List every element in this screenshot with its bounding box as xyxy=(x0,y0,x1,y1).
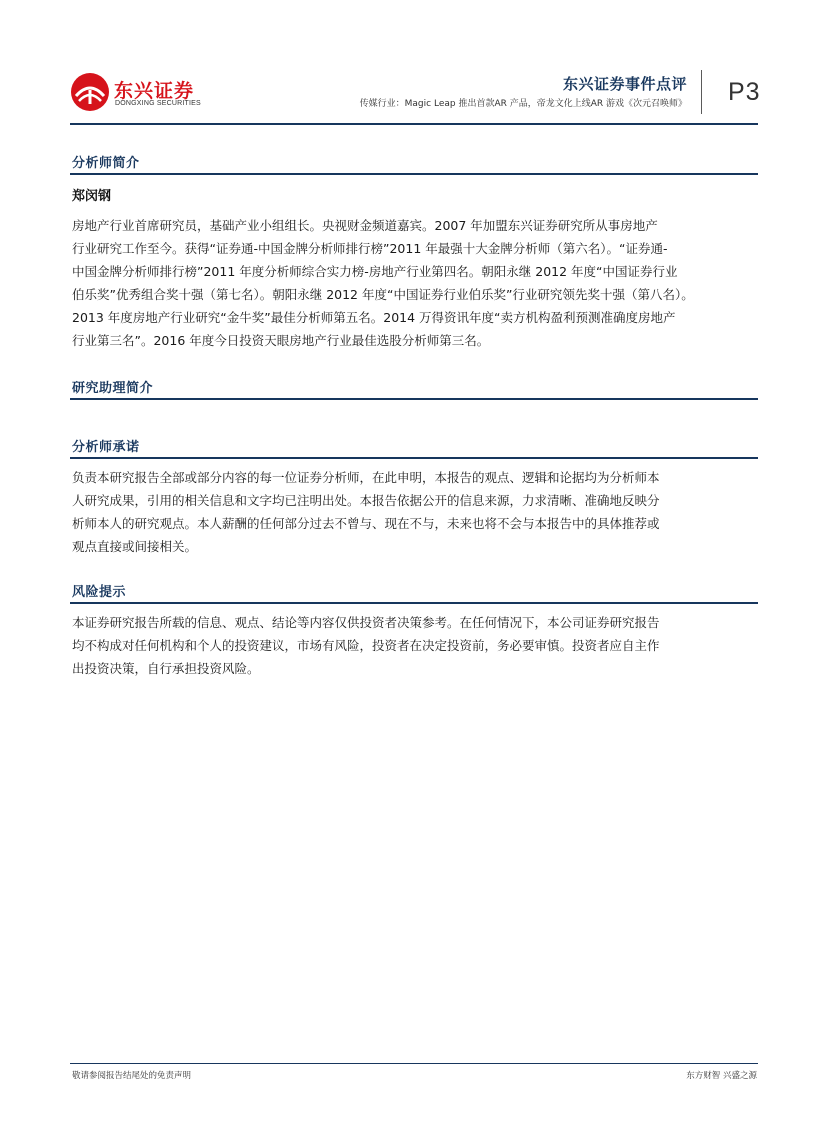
header-rule xyxy=(70,123,758,125)
bio-line: 行业第三名”。2016 年度今日投资天眼房地产行业最佳选股分析师第三名。 xyxy=(72,333,490,348)
commitment-section-title: 分析师承诺 xyxy=(72,440,140,455)
commitment-line: 析师本人的研究观点。本人薪酬的任何部分过去不曾与、现在不与，未来也将不会与本报告中的具体推荐或 xyxy=(72,516,660,531)
header-divider xyxy=(701,70,702,114)
footer-disclaimer-note: 敬请参阅报告结尾处的免责声明 xyxy=(72,1071,192,1081)
logo-chinese-name: 东兴证券 xyxy=(114,80,195,102)
analyst-bio xyxy=(72,214,758,352)
commitment-text xyxy=(72,466,758,558)
commitment-line: 人研究成果，引用的相关信息和文字均已注明出处。本报告依据公开的信息来源，力求清晰、准确地反映分 xyxy=(72,493,660,508)
risk-text xyxy=(72,611,758,680)
assistant-section-rule xyxy=(70,398,758,400)
commitment-line: 观点直接或间接相关。 xyxy=(72,539,198,554)
assistant-section-title: 研究助理简介 xyxy=(72,381,154,396)
risk-line: 均不构成对任何机构和个人的投资建议，市场有风险，投资者在决定投资前，务必要审慎。投资者应自主作 xyxy=(72,638,660,653)
analyst-section-rule xyxy=(70,173,758,175)
bio-line: 中国金牌分析师排行榜”2011 年度分析师综合实力榜-房地产行业第四名。朝阳永继 2012 年度“中国证券行业 xyxy=(72,264,678,279)
logo-english-name: DONGXING SECURITIES xyxy=(115,100,201,107)
footer-slogan: 东方财智 兴盛之源 xyxy=(686,1071,757,1081)
bio-line: 房地产行业首席研究员，基础产业小组组长。央视财金频道嘉宾。2007 年加盟东兴证券研究所从事房地产 xyxy=(72,218,658,233)
page-number: P3 xyxy=(728,78,761,106)
footer-rule xyxy=(70,1063,758,1064)
commitment-line: 负责本研究报告全部或部分内容的每一位证券分析师，在此申明，本报告的观点、逻辑和论据均为分析师本 xyxy=(72,470,660,485)
risk-section-rule xyxy=(70,602,758,604)
risk-section-title: 风险提示 xyxy=(72,585,127,600)
risk-line: 本证券研究报告所载的信息、观点、结论等内容仅供投资者决策参考。在任何情况下，本公司证券研究报告 xyxy=(72,615,660,630)
analyst-section-title: 分析师简介 xyxy=(72,156,140,171)
commitment-section-rule xyxy=(70,457,758,459)
analyst-name: 郑闵钢 xyxy=(72,189,112,204)
bio-line: 伯乐奖”优秀组合奖十强（第七名）。朝阳永继 2012 年度“中国证券行业伯乐奖”行业研究领先奖十强（第八名）。 xyxy=(72,287,694,302)
bio-line: 行业研究工作至今。获得“证券通-中国金牌分析师排行榜”2011 年最强十大金牌分析师（第六名）。“证券通- xyxy=(72,241,668,256)
report-type-title: 东兴证券事件点评 xyxy=(562,75,687,93)
risk-line: 出投资决策，自行承担投资风险。 xyxy=(72,661,260,676)
report-subtitle: 传媒行业：Magic Leap 推出首款AR 产品，帝龙文化上线AR 游戏《次元召唤师》 xyxy=(359,99,687,109)
dongxing-logo-icon xyxy=(70,72,110,112)
bio-line: 2013 年度房地产行业研究“金牛奖”最佳分析师第五名。2014 万得资讯年度“卖方机构盈利预测准确度房地产 xyxy=(72,310,676,325)
